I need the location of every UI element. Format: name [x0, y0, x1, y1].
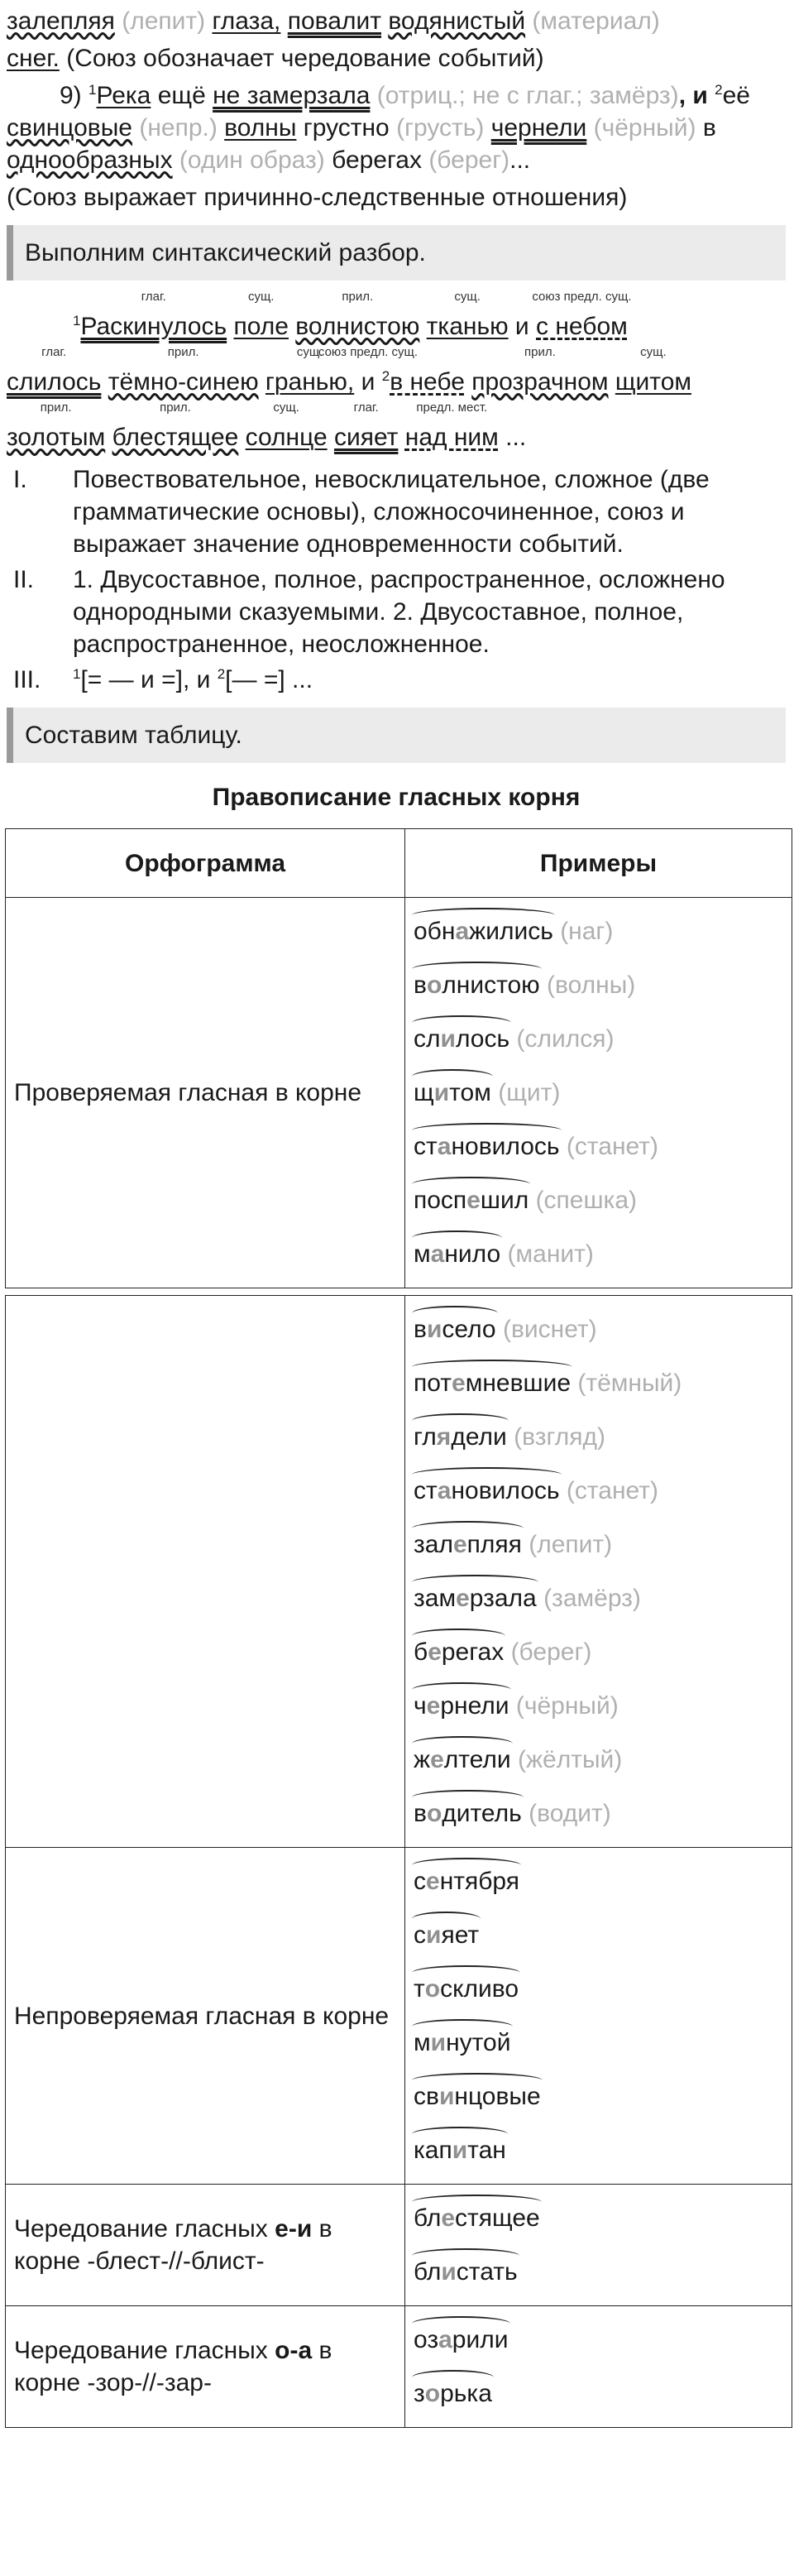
parsed-word [245, 401, 328, 453]
example-word [414, 1356, 783, 1410]
example-word [414, 1679, 783, 1733]
root-arc-word: тоскливо [414, 1962, 519, 2016]
parsed-word [615, 345, 691, 398]
check-word: (материал) [532, 7, 660, 35]
table-row [6, 898, 792, 1288]
example-word [414, 1787, 783, 1840]
root-arc-word: сентября [414, 1854, 519, 1908]
root-arc-word: волнистою [414, 958, 540, 1012]
root-vowel: е [428, 1638, 442, 1666]
parsed-word [108, 345, 259, 398]
parsed-word-text: тканью [426, 313, 509, 340]
part-of-speech-label: предл. мест. [416, 401, 488, 415]
root-vowel: е [426, 1868, 440, 1895]
part-of-speech-label: сущ. [296, 345, 323, 359]
root-arc-word: манило [414, 1227, 500, 1281]
parsed-word-text: над ним [404, 424, 499, 451]
part-of-speech-label: прил. [40, 401, 72, 415]
parsed-word [7, 401, 106, 453]
item-9-note: (Союз выражает причинно-следственные отношения) [7, 184, 628, 211]
check-word: (волны) [547, 971, 636, 999]
parsed-word [471, 345, 609, 398]
check-word: (берег) [428, 146, 510, 174]
check-word: (чёрный) [515, 1692, 619, 1720]
example-word [414, 1012, 783, 1066]
word: в [702, 114, 716, 142]
separator-cell [6, 1288, 405, 1296]
parsed-word [390, 366, 465, 398]
root-vowel: а [437, 1477, 452, 1504]
example-word [414, 1227, 783, 1281]
word: чернели [490, 114, 587, 142]
root-arc-word: желтели [414, 1733, 511, 1787]
root-arc-word: капитан [414, 2123, 506, 2177]
check-word: (водит) [529, 1800, 611, 1827]
part-of-speech-label: союз предл. сущ. [318, 345, 419, 359]
parsed-word [505, 421, 526, 453]
clause-number: 1 [88, 82, 97, 98]
word: свинцовые [7, 114, 132, 142]
analysis-item [7, 564, 786, 660]
root-vowel: и [433, 1079, 450, 1106]
analysis-item [7, 664, 786, 696]
example-word [414, 1302, 783, 1356]
part-of-speech-label: сущ. [640, 345, 667, 359]
table-title: Правописание гласных корня [212, 784, 581, 811]
parsed-word [333, 401, 399, 453]
check-word: (один образ) [179, 146, 325, 174]
check-word: (отриц.; не с глаг.; замёрз) [376, 82, 679, 109]
parsed-word-text: Раскинулось [80, 313, 227, 340]
check-word: (лепит) [122, 7, 206, 35]
column-header-examples: Примеры [405, 829, 792, 898]
note: (Союз обозначает чередование событий) [66, 45, 544, 72]
root-vowel: е [456, 1585, 470, 1612]
check-word: (станет) [566, 1477, 658, 1504]
examples-cell [405, 898, 792, 1288]
parsed-word-text: тёмно-синею [108, 368, 259, 396]
parsed-word-text: ... [505, 424, 527, 451]
analysis-text: Повествовательное, невосклицательное, сложное (две грамматические основы), сложносочиненное, союз и выражает значение одновременности событий. [73, 466, 710, 558]
table-body [6, 898, 792, 2428]
root-arc-word: чернели [414, 1679, 509, 1733]
root-vowel: е [430, 1746, 444, 1773]
root-vowel: о [426, 971, 442, 999]
clause-number: 2 [381, 368, 390, 384]
root-arc-word: замерзала [414, 1571, 537, 1625]
parse-line-3 [7, 403, 786, 453]
root-vowel: о [424, 2380, 441, 2407]
root-arc-word: потемневшие [414, 1356, 571, 1410]
example-word [414, 2191, 783, 2245]
root-arc-word: берегах [414, 1625, 504, 1679]
part-of-speech-label: прил. [342, 290, 374, 304]
word: однообразных [7, 146, 173, 174]
analysis-number: I. [13, 466, 27, 493]
examples-cell [405, 2306, 792, 2428]
root-vowel: и [452, 2137, 468, 2164]
part-of-speech-label: сущ. [454, 290, 481, 304]
check-word: (жёлтый) [517, 1746, 623, 1773]
example-word [414, 2367, 783, 2420]
root-arc-word: поспешил [414, 1173, 529, 1227]
root-arc-word: залепляя [414, 1518, 522, 1571]
root-arc-word: висело [414, 1302, 496, 1356]
example-word [414, 1625, 783, 1679]
example-word [414, 904, 783, 958]
word: ... [509, 146, 531, 174]
parsed-word [112, 401, 239, 453]
part-of-speech-label: союз предл. сущ. [532, 290, 632, 304]
analysis-list [7, 463, 786, 696]
parsed-word-text: с небом [536, 313, 628, 340]
check-word: (берег) [510, 1638, 592, 1666]
item-9 [7, 79, 786, 176]
root-vowel: е [426, 1692, 441, 1720]
example-word [414, 2245, 783, 2299]
examples-cell [405, 1296, 792, 1848]
parsed-word-text: блестящее [112, 424, 239, 451]
example-word [414, 1518, 783, 1571]
rule-cell [6, 1296, 405, 1848]
example-word [414, 958, 783, 1012]
root-vowel: е [466, 1187, 481, 1214]
example-word [414, 1066, 783, 1120]
root-vowel: е [452, 1370, 466, 1397]
word: Река [96, 82, 151, 109]
root-vowel: о [426, 1800, 442, 1827]
example-word [414, 2313, 783, 2367]
root-arc-word: блестящее [414, 2191, 540, 2245]
parsed-word-text: сияет [333, 424, 399, 451]
root-arc-word: сияет [414, 1908, 479, 1962]
root-vowel: и [438, 2083, 455, 2110]
examples-cell [405, 1848, 792, 2185]
parse-line-2 [7, 345, 786, 398]
root-arc-word: водитель [414, 1787, 522, 1840]
check-word: (чёрный) [593, 114, 696, 142]
root-vowel: е [452, 1531, 467, 1558]
root-arc-word: щитом [414, 1066, 491, 1120]
rule-letters: е-и [275, 2215, 313, 2243]
parse-line-1 [7, 292, 786, 343]
clause-number: 1 [73, 313, 81, 329]
table-header-row [6, 829, 792, 898]
root-arc-word: становилось [414, 1464, 560, 1518]
rule-cell: Проверяемая гласная в корне [6, 898, 405, 1288]
part-of-speech-label: глаг. [141, 290, 166, 304]
parsed-word-text: и [361, 368, 375, 396]
column-header-rule: Орфограмма [6, 829, 405, 898]
analysis-item [7, 463, 786, 560]
parsed-word [265, 345, 355, 398]
example-word [414, 1571, 783, 1625]
item-number: 9) [60, 82, 82, 109]
check-word: (взгляд) [514, 1423, 605, 1451]
check-word: (манит) [507, 1240, 594, 1268]
root-vowel: а [455, 918, 470, 945]
parsed-word [80, 290, 227, 343]
check-word: (наг) [560, 918, 614, 945]
analysis-text: 1. Двусоставное, полное, распространенное, осложнено однородными сказуемыми. 2. Двусоставное, полное, распространенное, неосложненное. [73, 566, 725, 658]
spelling-table [5, 828, 792, 2428]
check-word: (спешка) [535, 1187, 638, 1214]
part-of-speech-label: сущ. [273, 401, 299, 415]
example-word [414, 1464, 783, 1518]
table-row [6, 2306, 792, 2428]
parsed-word-text: слилось [7, 368, 102, 396]
rule-letters: о-а [275, 2337, 313, 2364]
table-row [6, 1296, 792, 1848]
root-arc-word: свинцовые [414, 2070, 541, 2123]
word: , и [678, 82, 708, 109]
parsed-word [318, 345, 419, 398]
group-separator [6, 1288, 792, 1296]
rule-cell: Чередование гласных е-и в корне -блест-//-блист- [6, 2185, 405, 2306]
word: снег. [7, 45, 60, 72]
word: грустно [303, 114, 390, 142]
root-vowel: е [441, 2204, 456, 2232]
example-word [414, 1410, 783, 1464]
rule-cell: Чередование гласных о-а в корне -зор-//-зар- [6, 2306, 405, 2428]
parsed-word [426, 290, 509, 343]
check-word: (грусть) [396, 114, 485, 142]
table-row [6, 2185, 792, 2306]
root-vowel: и [426, 1316, 442, 1343]
root-arc-word: обнажились [414, 904, 553, 958]
parsed-word [7, 345, 102, 398]
section-bar-parse: Выполним синтаксический разбор. [7, 225, 786, 281]
parsed-word-text: волнистою [295, 313, 420, 340]
root-arc-word: слилось [414, 1012, 509, 1066]
clause-number: 2 [217, 666, 226, 682]
root-arc-word: блистать [414, 2245, 518, 2299]
part-of-speech-label: глаг. [41, 345, 67, 359]
parsed-word-text: щитом [615, 368, 691, 396]
example-word [414, 1733, 783, 1787]
example-word [414, 1120, 783, 1173]
parsed-word-text: гранью, [265, 368, 355, 396]
syntax-parse [7, 292, 786, 453]
example-word [414, 1962, 783, 2016]
root-vowel: о [424, 1975, 441, 2003]
word: её [722, 82, 750, 109]
word: повалит [287, 7, 381, 35]
top-line-1 [7, 5, 786, 37]
root-arc-word: глядели [414, 1410, 507, 1464]
clause-number: 1 [73, 666, 81, 682]
parsed-word-text: поле [233, 313, 289, 340]
root-vowel: и [430, 2029, 447, 2056]
check-word: (щит) [498, 1079, 561, 1106]
parsed-word [404, 401, 499, 453]
root-vowel: а [438, 2326, 452, 2353]
root-arc-word: зорька [414, 2367, 492, 2420]
example-word [414, 2070, 783, 2123]
parsed-word [233, 290, 289, 343]
root-arc-word: минутой [414, 2016, 511, 2070]
word: ещё [157, 82, 206, 109]
check-word: (лепит) [529, 1531, 613, 1558]
rule-cell: Непроверяемая гласная в корне [6, 1848, 405, 2185]
parsed-word [532, 290, 632, 343]
table-row [6, 1848, 792, 2185]
part-of-speech-label: прил. [524, 345, 556, 359]
part-of-speech-label: сущ. [247, 290, 275, 304]
part-of-speech-label: прил. [167, 345, 199, 359]
root-vowel: я [436, 1423, 452, 1451]
check-word: (непр.) [139, 114, 218, 142]
part-of-speech-label: прил. [160, 401, 191, 415]
root-arc-word: становилось [414, 1120, 560, 1173]
word: волны [224, 114, 297, 142]
root-vowel: а [437, 1133, 452, 1160]
analysis-number: III. [13, 666, 41, 693]
root-arc-word: озарили [414, 2313, 509, 2367]
example-word [414, 1854, 783, 1908]
examples-cell [405, 2185, 792, 2306]
example-word [414, 1173, 783, 1227]
analysis-number: II. [13, 566, 35, 593]
word: берегах [332, 146, 422, 174]
section-bar-table: Составим таблицу. [7, 708, 786, 763]
check-word: (виснет) [502, 1316, 597, 1343]
part-of-speech-label: глаг. [353, 401, 379, 415]
separator-cell [405, 1288, 792, 1296]
parsed-word-text: золотым [7, 424, 106, 451]
parsed-word [515, 310, 529, 343]
check-word: (замёрз) [543, 1585, 641, 1612]
root-vowel: а [430, 1240, 445, 1268]
word: водянистый [388, 7, 526, 35]
example-word [414, 2016, 783, 2070]
parsed-word-text: и [514, 313, 529, 340]
clause-number: 2 [715, 82, 723, 98]
root-vowel: и [440, 1025, 456, 1053]
top-line-2 [7, 42, 786, 74]
root-vowel: и [426, 1921, 442, 1949]
root-vowel: и [441, 2258, 457, 2286]
word: не замерзала [213, 82, 371, 109]
check-word: (тёмный) [577, 1370, 682, 1397]
check-word: (станет) [566, 1133, 658, 1160]
example-word [414, 1908, 783, 1962]
check-word: (слился) [516, 1025, 615, 1053]
analysis-text: $^1$[= — и =], и $^2$[— =] ... [73, 666, 313, 693]
parsed-word [295, 290, 420, 343]
example-word [414, 2123, 783, 2177]
parsed-word-text: прозрачном [471, 368, 609, 396]
parsed-word-text: солнце [245, 424, 328, 451]
word: залепляя [7, 7, 115, 35]
parsed-word-text: в небе [390, 368, 465, 396]
word: глаза, [212, 7, 281, 35]
